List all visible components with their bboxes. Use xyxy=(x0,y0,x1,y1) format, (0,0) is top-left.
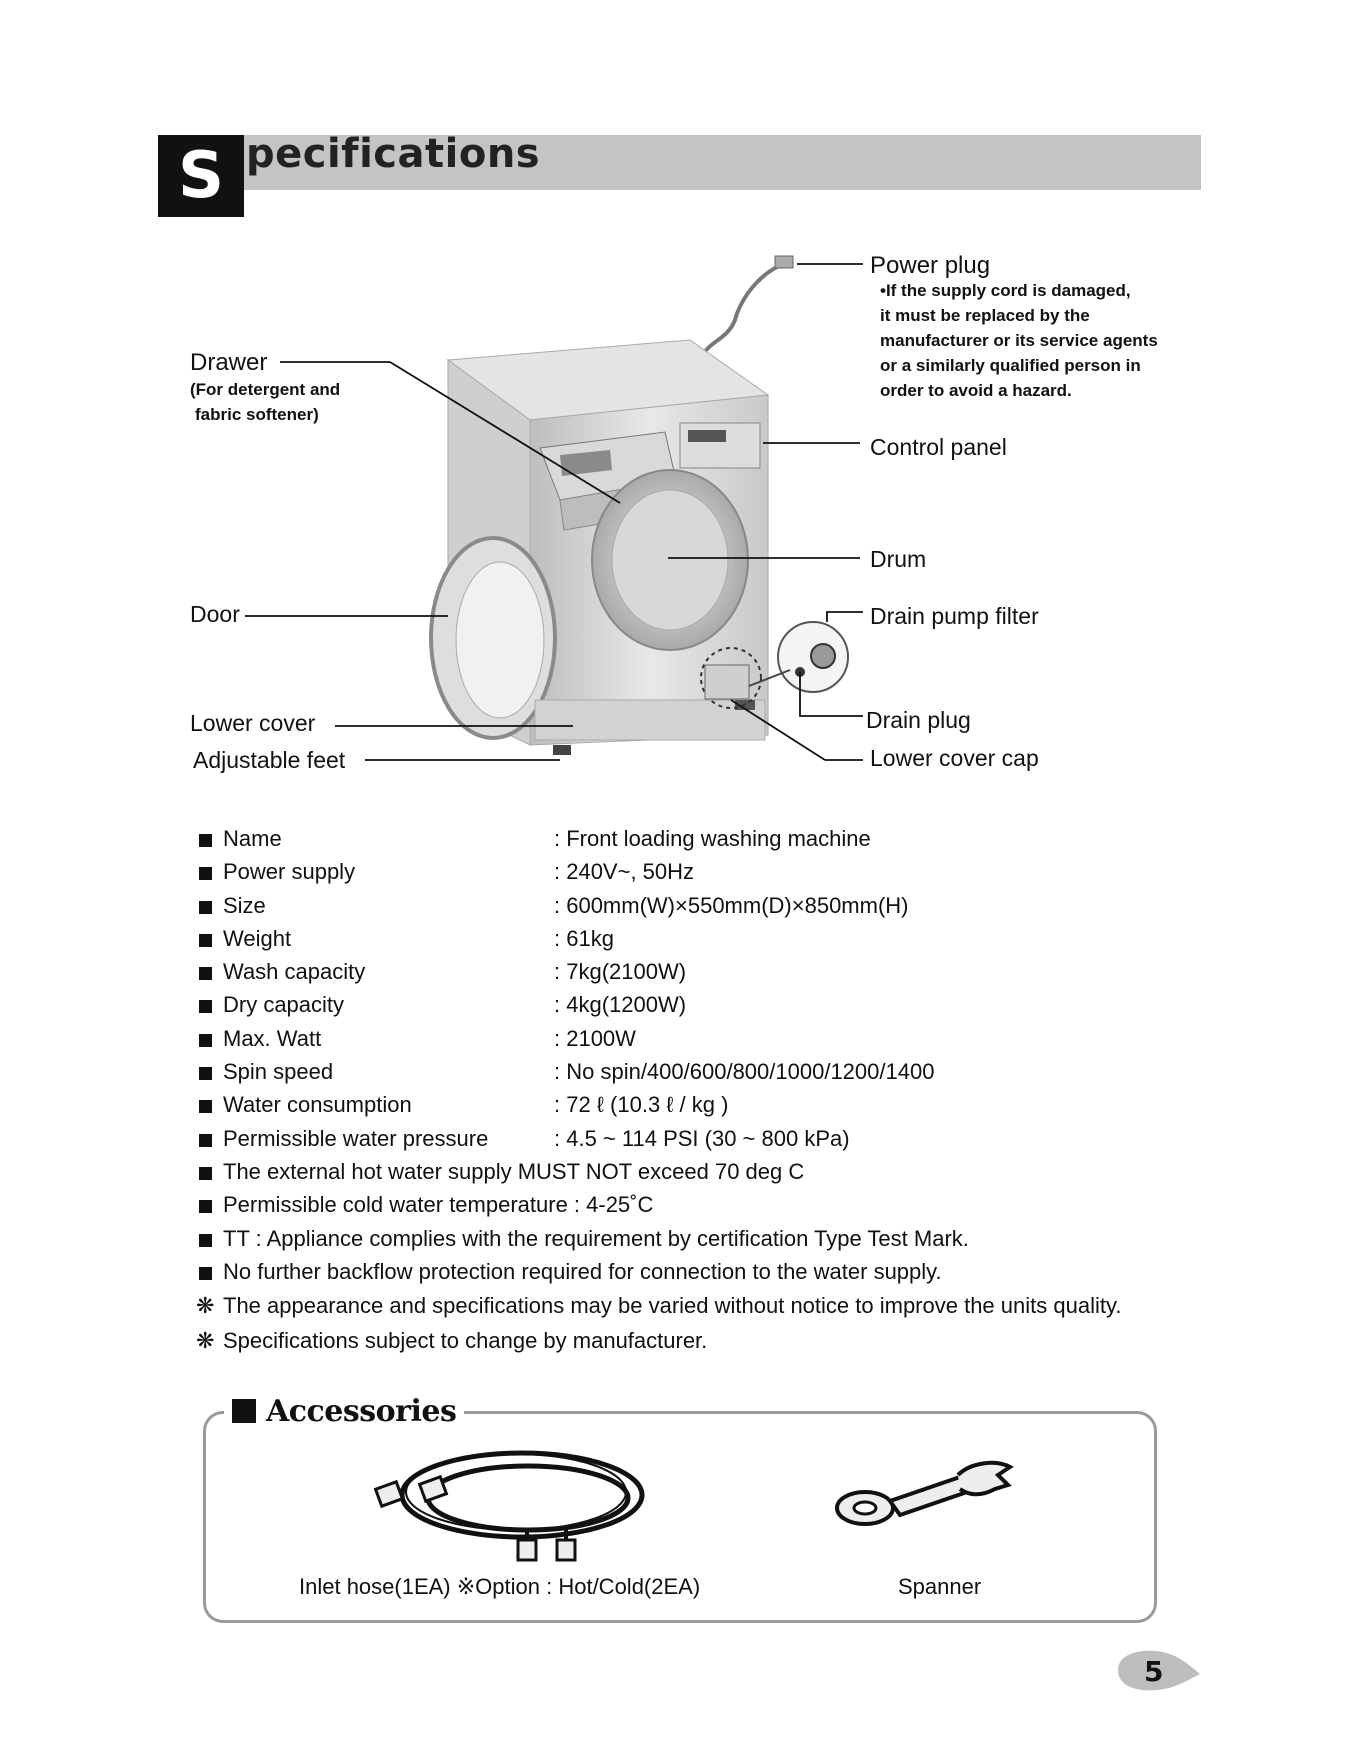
bullet xyxy=(199,1067,212,1080)
spanner-icon xyxy=(830,1455,1030,1535)
bullet xyxy=(199,1234,212,1247)
power-plug-note-2: it must be replaced by the xyxy=(880,306,1090,325)
bullet xyxy=(199,1100,212,1113)
drawer-note-1: (For detergent and xyxy=(190,380,341,399)
bullet xyxy=(199,1267,212,1280)
spec-row-water-consumption: Water consumption : 72 ℓ (10.3 ℓ / kg ) xyxy=(199,1088,1199,1121)
note-mark-icon: ❋ xyxy=(196,1328,215,1354)
spec-list xyxy=(196,822,1199,1358)
spec-row-power-supply: Power supply : 240V~, 50Hz xyxy=(199,855,1199,888)
spec-row-spin-speed: Spin speed : No spin/400/600/800/1000/1200/1400 xyxy=(199,1055,1199,1088)
washer-diagram xyxy=(0,0,1361,800)
accessories-heading: Accessories xyxy=(224,1390,464,1432)
square-bullet-icon xyxy=(232,1399,256,1423)
spec-row-size: Size : 600mm(W)×550mm(D)×850mm(H) xyxy=(199,889,1199,922)
power-plug-note-1: •If the supply cord is damaged, xyxy=(880,281,1131,300)
bullet xyxy=(199,834,212,847)
adjustable-feet-label: Adjustable feet xyxy=(193,747,346,773)
drawer-note-2: fabric softener) xyxy=(195,405,319,424)
spec-statement: The external hot water supply MUST NOT exceed 70 deg C xyxy=(199,1155,1199,1188)
spec-statement: No further backflow protection required for connection to the water supply. xyxy=(199,1255,1199,1288)
header-initial: S xyxy=(158,135,244,217)
page-number: 5 xyxy=(1144,1655,1164,1688)
spec-row-dry-capacity: Dry capacity : 4kg(1200W) xyxy=(199,988,1199,1021)
drain-plug-label: Drain plug xyxy=(866,707,971,733)
bullet xyxy=(199,967,212,980)
inlet-hose-caption: Inlet hose(1EA) ※Option : Hot/Cold(2EA) xyxy=(299,1574,701,1599)
drain-pump-filter-label: Drain pump filter xyxy=(870,603,1039,629)
spec-row-weight: Weight : 61kg xyxy=(199,922,1199,955)
lower-cover-cap-label: Lower cover cap xyxy=(870,745,1039,771)
bullet xyxy=(199,1200,212,1213)
drum-label: Drum xyxy=(870,546,927,572)
spec-row-max-watt: Max. Watt : 2100W xyxy=(199,1022,1199,1055)
spec-statement: Permissible cold water temperature : 4-25˚C xyxy=(199,1188,1199,1221)
spanner-caption: Spanner xyxy=(898,1574,982,1599)
bullet xyxy=(199,934,212,947)
lower-cover-label: Lower cover xyxy=(190,710,316,736)
spec-row-name: Name : Front loading washing machine xyxy=(199,822,1199,855)
bullet xyxy=(199,1134,212,1147)
bullet xyxy=(199,1034,212,1047)
page-number-badge xyxy=(1110,1646,1205,1696)
power-plug-label: Power plug xyxy=(870,252,991,279)
note-row: ❋ Specifications subject to change by manufacturer. xyxy=(199,1323,1199,1358)
bullet xyxy=(199,1000,212,1013)
power-plug-note-3: manufacturer or its service agents xyxy=(880,331,1158,350)
door-label: Door xyxy=(190,601,240,627)
bullet xyxy=(199,867,212,880)
power-plug-note-4: or a similarly qualified person in xyxy=(880,356,1141,375)
spec-row-wash-capacity: Wash capacity : 7kg(2100W) xyxy=(199,955,1199,988)
page-title: pecifications xyxy=(246,131,541,177)
drawer-label: Drawer xyxy=(190,349,268,376)
bullet xyxy=(199,1167,212,1180)
note-row: ❋ The appearance and specifications may be varied without notice to improve the units quality. xyxy=(199,1288,1199,1323)
bullet xyxy=(199,901,212,914)
note-mark-icon: ❋ xyxy=(196,1293,215,1319)
spec-row-water-pressure: Permissible water pressure : 4.5 ~ 114 PSI (30 ~ 800 kPa) xyxy=(199,1122,1199,1155)
control-panel-label: Control panel xyxy=(870,434,1007,460)
inlet-hose-icon xyxy=(370,1440,660,1570)
spec-statement: TT : Appliance complies with the requirement by certification Type Test Mark. xyxy=(199,1222,1199,1255)
power-plug-note-5: order to avoid a hazard. xyxy=(880,381,1072,400)
